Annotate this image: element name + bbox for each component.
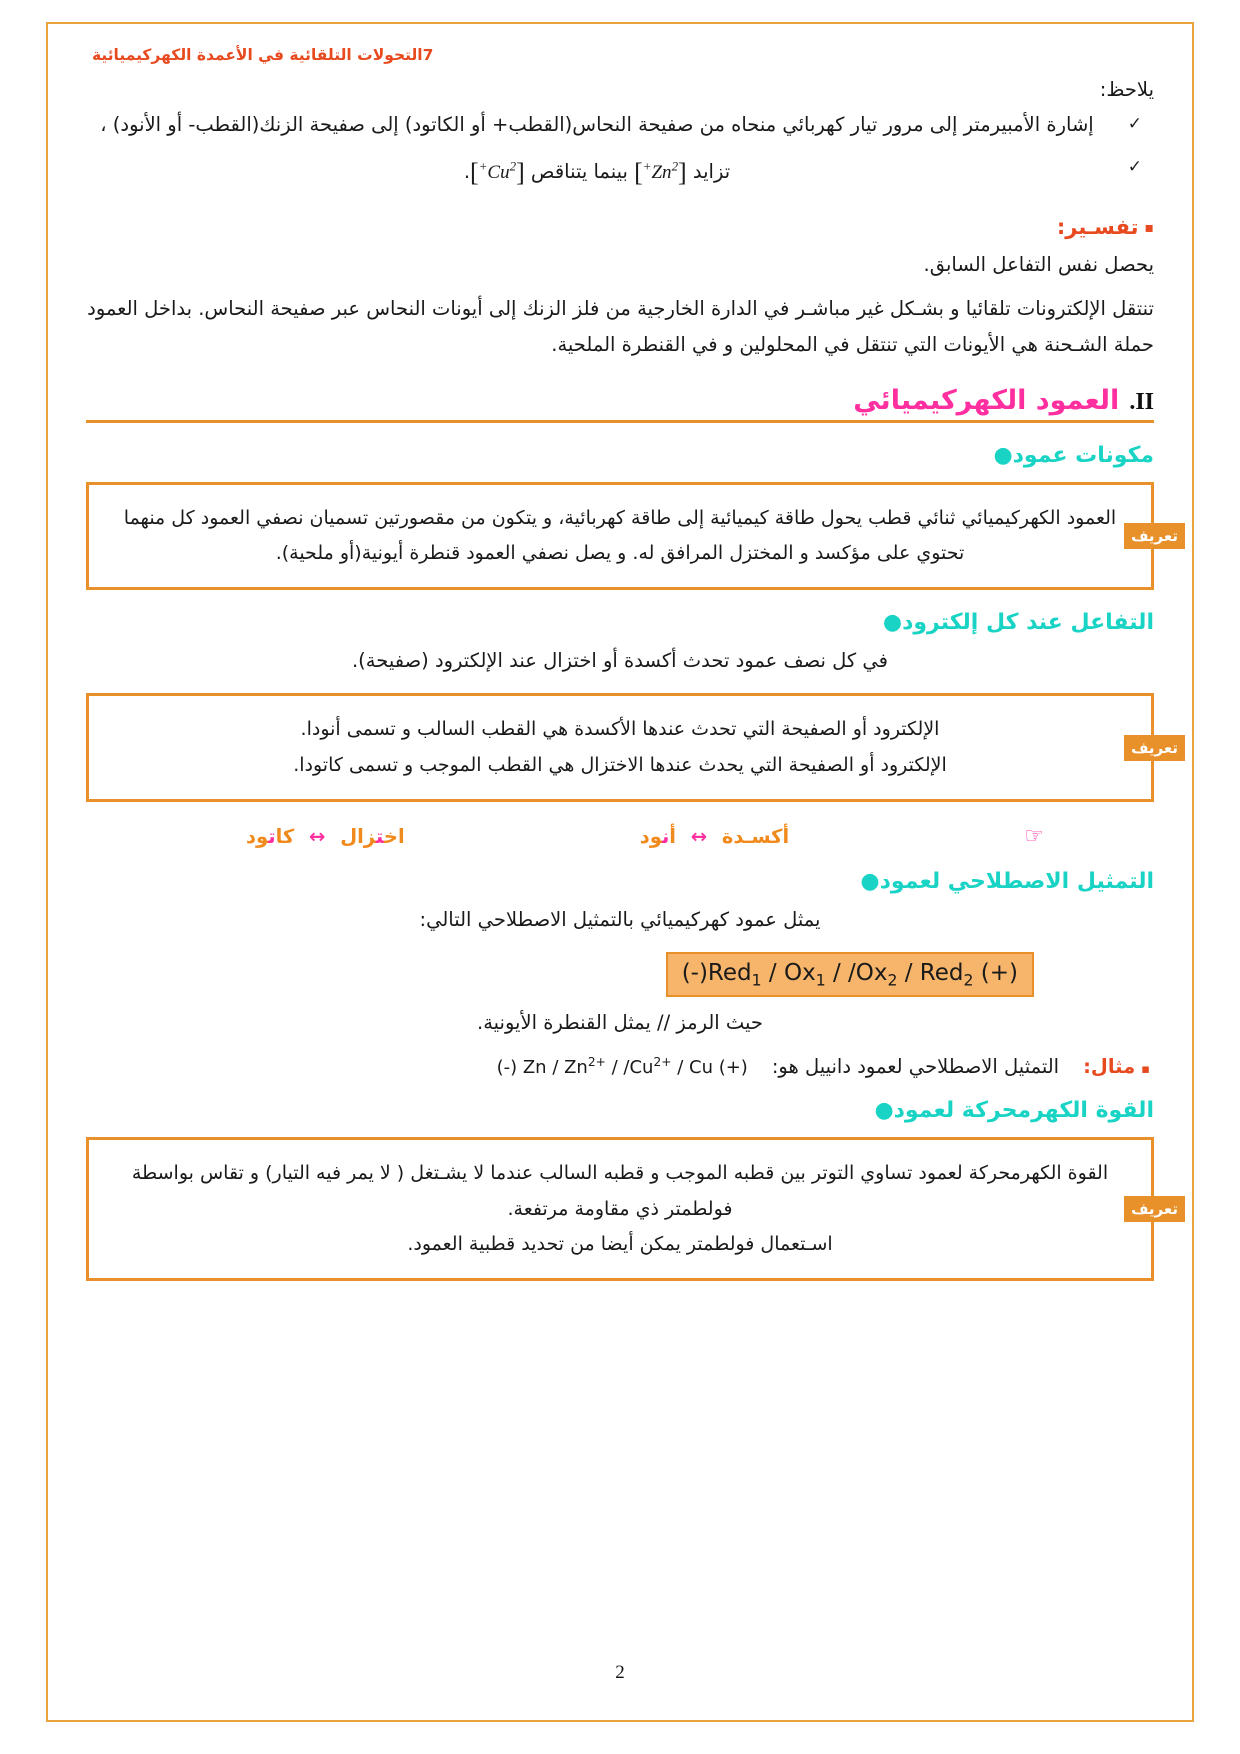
subsection-emf: القوة الكهرمحركة لعمود● <box>874 1098 1154 1124</box>
example-label: ▪مثال: <box>1083 1055 1150 1079</box>
explanation-heading: ▪تفسـير: <box>1056 214 1154 239</box>
check-icon: ✓ <box>1127 157 1142 178</box>
square-bullet-icon: ▪ <box>1144 219 1154 236</box>
mapping-pair-1: أكسـدة ↔ أنود <box>639 824 790 848</box>
example-row <box>86 1055 1154 1078</box>
definition-box-3 <box>86 1137 1178 1280</box>
subsection-symbolic: التمثيل الاصطلاحي لعمود● <box>860 868 1154 894</box>
definition-text-line2: الإلكترود أو الصفيحة التي يحدث عندها الاختزال هي القطب الموجب و تسمى كاتودا. <box>293 753 947 776</box>
section-heading <box>86 385 1154 416</box>
arrow-icon: ↔ <box>690 824 708 848</box>
definition-tag: تعريف <box>1124 523 1185 549</box>
explanation-line2: تنتقل الإلكترونات تلقائيا و بشـكل غير مباشـر في الدارة الخارجية من فلز الزنك إلى أيونات النحاس عبر صفيحة النحاس. بداخل العمود حملة الشـحنة هي الأيونات التي تنتقل في المحلولين و في القنطرة الملحية. <box>87 296 1154 357</box>
definition-box-1 <box>86 482 1178 590</box>
page-header <box>86 38 1154 64</box>
list-item <box>86 150 1154 197</box>
definition-text-line1: الإلكترود أو الصفيحة التي تحدث عندها الأكسدة هي القطب السالب و تسمى أنودا. <box>300 718 940 741</box>
list-item <box>86 107 1154 142</box>
bullet-icon: ● <box>860 868 880 894</box>
check-icon: ✓ <box>1127 114 1142 134</box>
example-formula: (-) Zn / $Zn^{2+} / /Cu^{2+}$ / Cu (+) <box>496 1055 748 1079</box>
example-text: التمثيل الاصطلاحي لعمود دانييل هو: <box>771 1055 1060 1079</box>
document-page <box>46 22 1194 1722</box>
square-bullet-icon: ▪ <box>1141 1062 1150 1078</box>
bullet-icon: ● <box>993 443 1013 469</box>
bullet-icon: ● <box>874 1098 894 1124</box>
bullet-icon: ● <box>882 610 903 636</box>
definition-box-2 <box>86 693 1178 801</box>
symbolic-intro: يمثل عمود كهركيميائي بالتمثيل الاصطلاحي التالي: <box>419 907 821 931</box>
mapping-pair-2: اختزال ↔ كاتود <box>246 824 405 848</box>
definition-text-line1: القوة الكهرمحركة لعمود تساوي التوتر بين قطبه الموجب و قطبه السالب عندما لا يشـتغل ( لا يمر فيه التيار) و تقاس بواسطة فولطمتر ذي مقاومة مرتفعة. <box>131 1162 1109 1220</box>
subsection-reaction: التفاعل عند كل إلكترود● <box>882 610 1154 636</box>
pointing-hand-icon: ☞ <box>1024 823 1044 849</box>
symbolic-note: حيث الرمز // يمثل القنطرة الأيونية. <box>477 1011 763 1035</box>
definition-text: العمود الكهركيميائي ثنائي قطب يحول طاقة كيميائية إلى طاقة كهربائية، و يتكون من مقصورتين تسميان نصفي العمود كل منهما تحتوي على مؤكسد و المختزل المرافق له. و يصل نصفي العمود قنطرة أيونية(أو ملحية). <box>123 507 1117 565</box>
note-list <box>86 107 1154 197</box>
symbolic-formula: $(-)Red_1 / Ox_1 / /Ox_2 / Red_2$ (+) <box>666 952 1034 998</box>
definition-tag: تعريف <box>1124 735 1185 761</box>
subsection-components: مكونات عمود● <box>993 443 1154 469</box>
reaction-text: في كل نصف عمود تحدث أكسدة أو اختزال عند الإلكترود (صفيحة). <box>351 649 888 673</box>
explanation-line1: يحصل نفس التفاعل السابق. <box>923 252 1154 276</box>
page-content <box>86 38 1178 1281</box>
note-label: يلاحظ: <box>1099 78 1154 101</box>
definition-text-line2: اسـتعمال فولطمتر يمكن أيضا من تحديد قطبية العمود. <box>407 1232 833 1255</box>
section-divider <box>86 420 1154 423</box>
header-title: 7التحولات التلقائية في الأعمدة الكهركيميائية <box>92 46 434 64</box>
arrow-icon: ↔ <box>309 824 326 848</box>
note-item-text-2: تزايد $[Zn^{2+}]$ بينما يتناقص $[Cu^{2+}]$. <box>463 158 731 188</box>
section-title-text: العمود الكهركيميائي <box>853 385 1120 417</box>
definition-tag: تعريف <box>1124 1196 1185 1222</box>
mapping-row <box>86 824 1154 849</box>
section-number: II. <box>1129 389 1154 416</box>
note-item-text: إشارة الأمبيرمتر إلى مرور تيار كهربائي منحاه من صفيحة النحاس(القطب+ أو الكاتود) إلى صفيحة الزنك(القطب- أو الأنود) ، <box>100 113 1094 136</box>
page-number: 2 <box>615 1662 625 1683</box>
formula-container <box>86 938 1154 998</box>
